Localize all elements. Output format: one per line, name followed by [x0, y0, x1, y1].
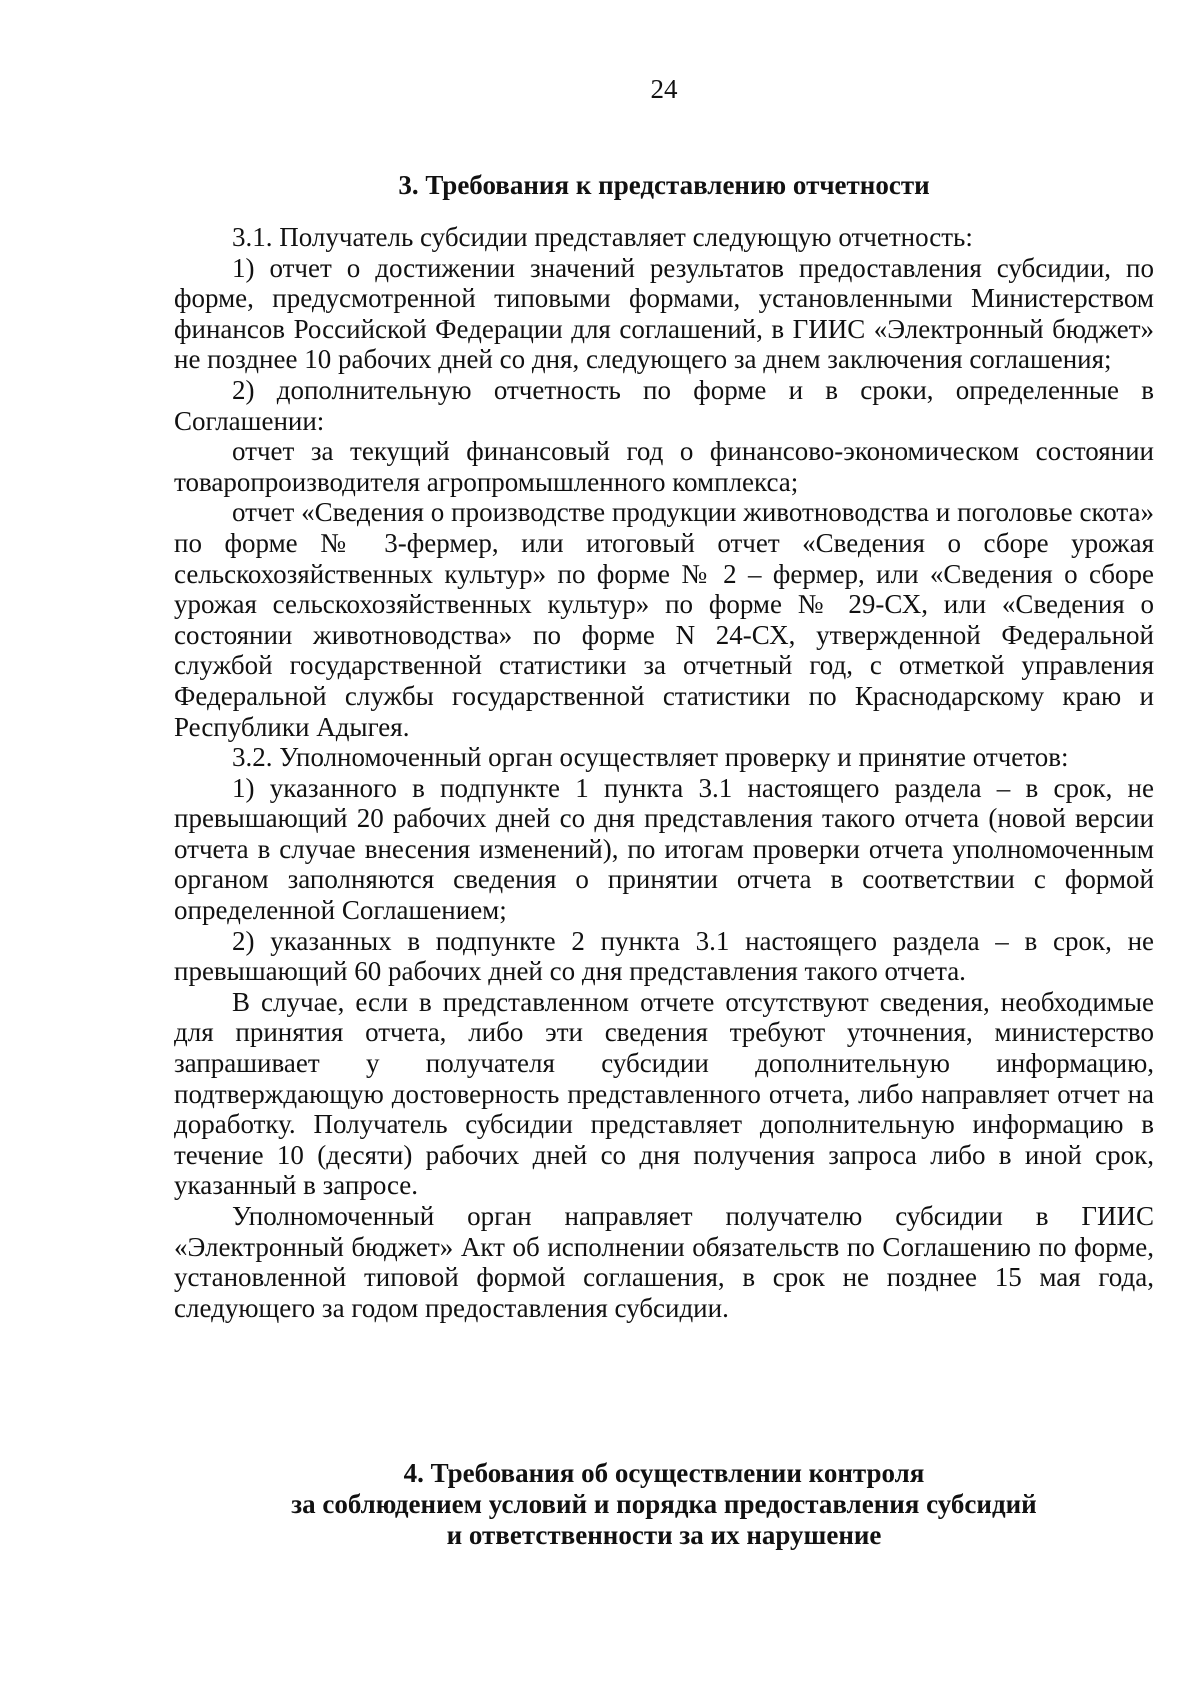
paragraph-3-1-item-1: 1) отчет о достижении значений результатов предоставления субсидии, по форме, предусмотренной типовыми формами, установленными Министерством финансов Российской Федерации для соглашений, в ГИИС «Электронный бюджет» не позднее 10 рабочих дней со дня, следующего за днем заключения соглашения; — [174, 252, 1154, 375]
paragraph-incomplete-report: В случае, если в представленном отчете отсутствуют сведения, необходимые для принятия отчета, либо эти сведения требуют уточнения, министерство запрашивает у получателя субсидии дополнительную информацию, подтверждающую достоверность представленного отчета, либо направляет отчет на доработку. Получатель субсидии представляет дополнительную информацию в течение 10 (десяти) рабочих дней со дня получения запроса либо в иной срок, указанный в запросе. — [174, 986, 1154, 1201]
section-4-heading — [174, 1458, 1154, 1551]
paragraph-statistics-report: отчет «Сведения о производстве продукции животноводства и поголовье скота» по форме № 3-фермер, или итоговый отчет «Сведения о сборе урожая сельскохозяйственных культур» по форме № 2 – фермер, или «Сведения о сборе урожая сельскохозяйственных культур» по форме № 29-СХ, или «Сведения о состоянии животноводства» по форме N 24-СХ, утвержденной Федеральной службой государственной статистики за отчетный год, с отметкой управления Федеральной службы государственной статистики по Краснодарскому краю и Республики Адыгея. — [174, 497, 1154, 742]
paragraph-3-2-item-2: 2) указанных в подпункте 2 пункта 3.1 настоящего раздела – в срок, не превышающий 60 рабочих дней со дня представления такого отчета. — [174, 925, 1154, 987]
section-3-body — [174, 222, 1154, 1323]
paragraph-3-2-item-1: 1) указанного в подпункте 1 пункта 3.1 настоящего раздела – в срок, не превышающий 20 рабочих дней со дня представления такого отчета (новой версии отчета в случае внесения изменений), по итогам проверки отчета уполномоченным органом заполняются сведения о принятии отчета в соответствии с формой определенной Соглашением; — [174, 772, 1154, 926]
paragraph-financial-report: отчет за текущий финансовый год о финансово-экономическом состоянии товаропроизводителя агропромышленного комплекса; — [174, 436, 1154, 497]
page-number: 24 — [650, 74, 678, 104]
paragraph-act-of-execution: Уполномоченный орган направляет получателю субсидии в ГИИС «Электронный бюджет» Акт об исполнении обязательств по Соглашению по форме, установленной типовой формой соглашения, в срок не позднее 15 мая года, следующего за годом предоставления субсидии. — [174, 1201, 1154, 1323]
paragraph-3-1: 3.1. Получатель субсидии представляет следующую отчетность: — [232, 222, 973, 252]
section-4-heading-line: 4. Требования об осуществлении контроля — [403, 1458, 925, 1488]
section-3-heading: 3. Требования к представлению отчетности — [398, 170, 930, 200]
paragraph-3-2: 3.2. Уполномоченный орган осуществляет проверку и принятие отчетов: — [232, 742, 1069, 773]
section-4-heading-line: за соблюдением условий и порядка предоставления субсидий — [291, 1489, 1037, 1519]
section-4-heading-line: и ответственности за их нарушение — [446, 1520, 882, 1550]
paragraph-3-1-item-2: 2) дополнительную отчетность по форме и в сроки, определенные в Соглашении: — [174, 374, 1154, 436]
